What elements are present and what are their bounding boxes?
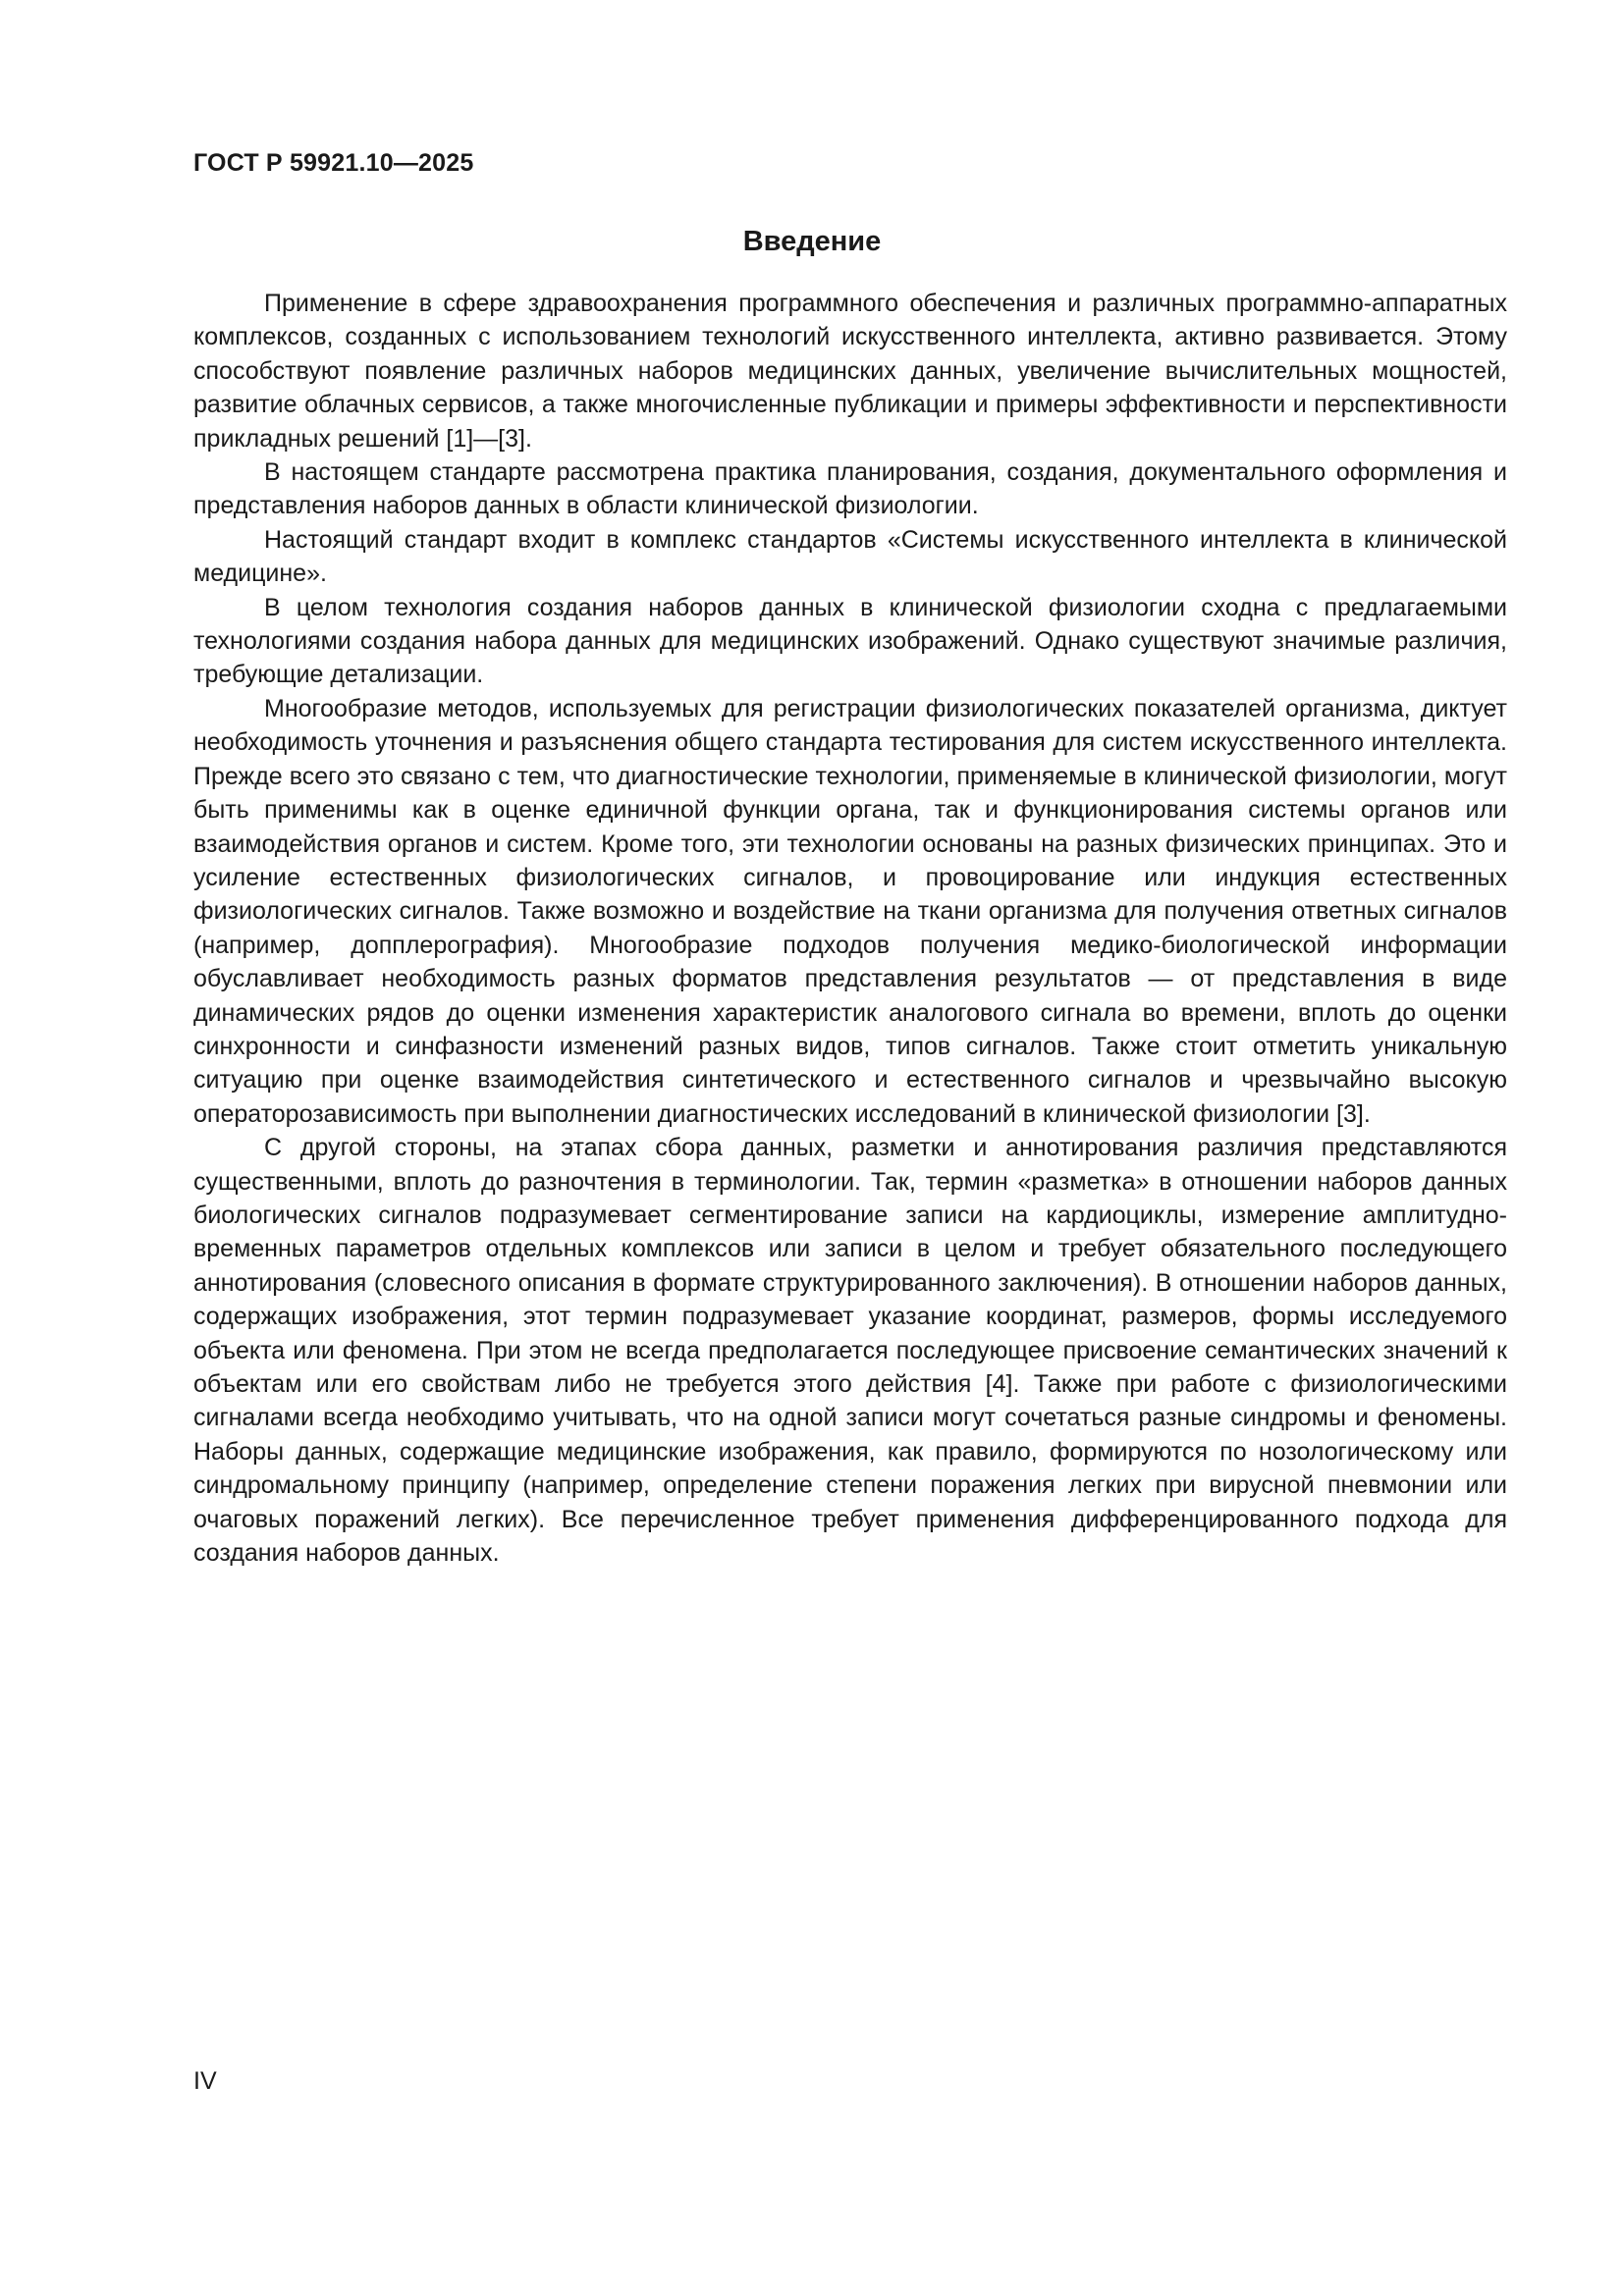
paragraph-2: В настоящем стандарте рассмотрена практика планирования, создания, документального оформления и представления наборов данных в области клинической физиологии. [193, 458, 1507, 520]
paragraph-4: В целом технология создания наборов данных в клинической физиологии сходна с предлагаемыми технологиями создания набора данных для медицинских изображений. Однако существуют значимые различия, требующие детализации. [193, 593, 1507, 689]
document-code-header: ГОСТ Р 59921.10—2025 [193, 149, 474, 177]
paragraph-3: Настоящий стандарт входит в комплекс стандартов «Системы искусственного интеллекта в клинической медицине». [193, 525, 1507, 588]
body-text [193, 287, 1507, 1570]
paragraph-1: Применение в сфере здравоохранения программного обеспечения и различных программно-аппаратных комплексов, созданных с использованием технологий искусственного интеллекта, активно развивается. Этому способствуют появление различных наборов медицинских данных, увеличение вычислительных мощностей, развитие облачных сервисов, а также многочисленные публикации и примеры эффективности и перспективности прикладных решений [1]—[3]. [193, 290, 1507, 453]
section-title: Введение [742, 226, 882, 257]
paragraph-6: С другой стороны, на этапах сбора данных, разметки и аннотирования различия представляются существенными, вплоть до разночтения в терминологии. Так, термин «разметка» в отношении наборов данных биологических сигналов подразумевает сегментирование записи на кардиоциклы, измерение амплитудно-временных параметров отдельных комплексов или записи в целом и требует обязательного последующего аннотирования (словесного описания в формате структурированного заключения). В отношении наборов данных, содержащих изображения, этот термин подразумевает указание координат, размеров, формы исследуемого объекта или феномена. При этом не всегда предполагается последующее присвоение семантических значений к объектам или его свойствам либо не требуется этого действия [4]. Также при работе с физиологическими сигналами всегда необходимо учитывать, что на одной записи могут сочетаться разные синдромы и феномены. Наборы данных, содержащие медицинские изображения, как правило, формируются по нозологическому или синдромальному принципу (например, определение степени поражения легких при вирусной пневмонии или очаговых поражений легких). Все перечисленное требует применения дифференцированного подхода для создания наборов данных. [193, 1134, 1507, 1568]
page-number: IV [193, 2067, 217, 2095]
paragraph-5: Многообразие методов, используемых для регистрации физиологических показателей организма, диктует необходимость уточнения и разъяснения общего стандарта тестирования для систем искусственного интеллекта. Прежде всего это связано с тем, что диагностические технологии, применяемые в клинической физиологии, могут быть применимы как в оценке единичной функции органа, так и функционирования системы органов или взаимодействия органов и систем. Кроме того, эти технологии основаны на разных физических принципах. Это и усиление естественных физиологических сигналов, и провоцирование или индукция естественных физиологических сигналов. Также возможно и воздействие на ткани организма для получения ответных сигналов (например, допплерография). Многообразие подходов получения медико-биологической информации обуславливает необходимость разных форматов представления результатов — от представления в виде динамических рядов до оценки изменения характеристик аналогового сигнала во времени, вплоть до оценки синхронности и синфазности изменений разных видов, типов сигналов. Также стоит отметить уникальную ситуацию при оценке взаимодействия синтетического и естественного сигналов и чрезвычайно высокую операторозависимость при выполнении диагностических исследований в клинической физиологии [3]. [193, 694, 1507, 1128]
